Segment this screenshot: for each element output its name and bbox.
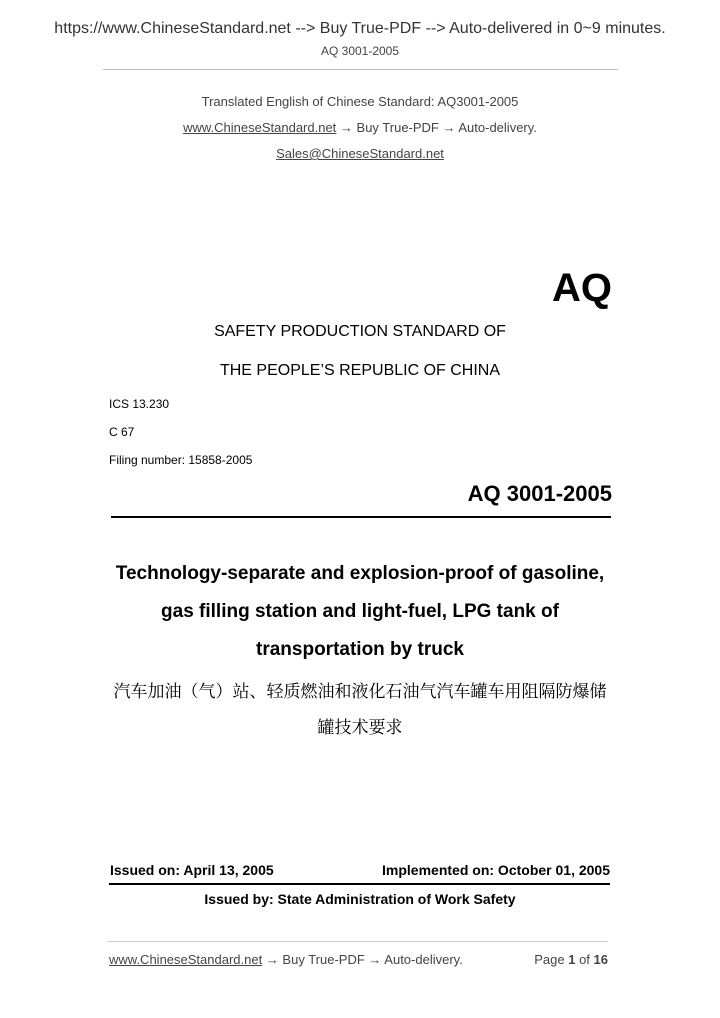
footer-site-link[interactable]: www.ChineseStandard.net — [109, 952, 263, 967]
of-label: of — [579, 952, 590, 967]
header-divider — [103, 69, 618, 70]
header-banner: https://www.ChineseStandard.net --> Buy True-PDF --> Auto-delivered in 0~9 minutes. — [54, 20, 666, 37]
cn-title-line1: 汽车加油（气）站、轻质燃油和液化石油气汽车罐车用阻隔防爆储 — [113, 682, 607, 701]
standard-number: AQ 3001-2005 — [467, 481, 612, 506]
issued-on: Issued on: April 13, 2005 — [110, 862, 274, 878]
number-rule — [111, 516, 611, 518]
page-total: 16 — [593, 952, 608, 967]
footer-buy-line — [109, 952, 463, 967]
title-line1: Technology-separate and explosion-proof of gasoline, — [115, 563, 605, 584]
email-line — [0, 146, 720, 161]
title-line2: gas filling station and light-fuel, LPG tank of — [161, 601, 559, 622]
page-label: Page — [534, 952, 565, 967]
filing-number: Filing number: 15858-2005 — [109, 453, 253, 467]
ccs-code: C 67 — [109, 425, 135, 439]
page-indicator — [534, 952, 608, 967]
buy-text: → Buy True-PDF → Auto-delivery. — [336, 120, 537, 135]
email-link[interactable]: Sales@ChineseStandard.net — [276, 146, 444, 161]
intro-buy-line — [0, 120, 720, 135]
standard-line1: SAFETY PRODUCTION STANDARD OF — [214, 323, 506, 340]
implemented-on: Implemented on: October 01, 2005 — [382, 862, 610, 878]
title-line3: transportation by truck — [256, 639, 464, 660]
translated-note: Translated English of Chinese Standard: AQ3001-2005 — [201, 94, 519, 109]
dates-rule — [109, 883, 610, 885]
standard-line2: THE PEOPLE’S REPUBLIC OF CHINA — [219, 362, 501, 379]
footer-buy-text: → Buy True-PDF → Auto-delivery. — [262, 952, 463, 967]
header-doc-code: AQ 3001-2005 — [320, 44, 400, 58]
site-link[interactable]: www.ChineseStandard.net — [183, 120, 337, 135]
ics-code: ICS 13.230 — [109, 397, 170, 411]
issued-by: Issued by: State Administration of Work Safety — [204, 891, 516, 907]
aq-logo: AQ — [552, 266, 612, 310]
page-number: 1 — [568, 952, 576, 967]
cn-title-line2: 罐技术要求 — [317, 718, 403, 737]
footer-divider — [107, 941, 608, 942]
